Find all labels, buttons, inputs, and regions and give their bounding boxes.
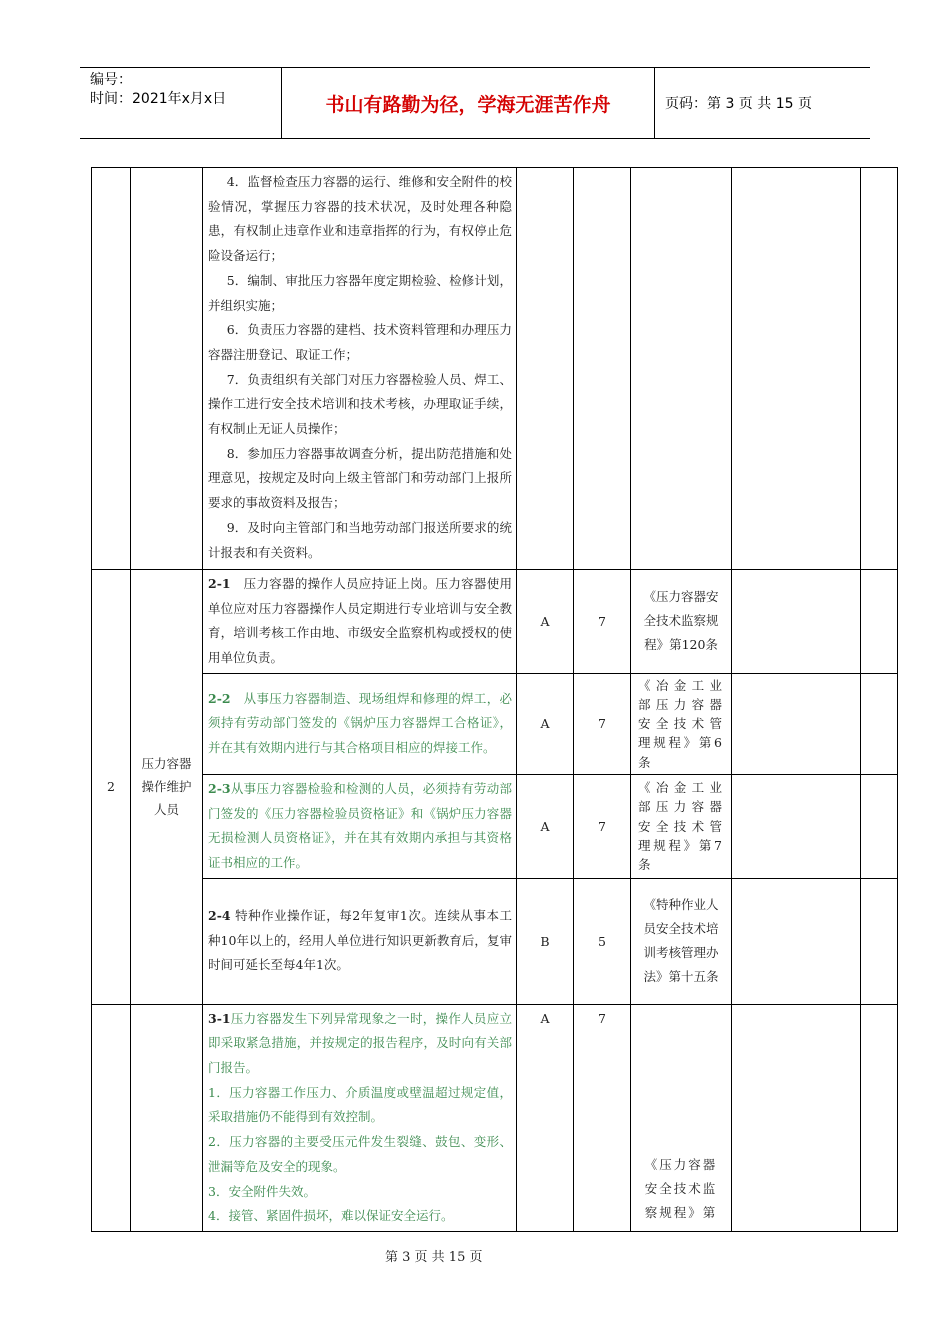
result-cell: [732, 878, 861, 1004]
score-cell: 7: [574, 774, 631, 878]
score-cell: 7: [574, 673, 631, 774]
remark-cell: [861, 774, 898, 878]
header-info-cell: [80, 68, 282, 138]
grade-cell: A: [517, 673, 574, 774]
header-motto: 书山有路勤为径，学海无涯苦作舟: [282, 68, 655, 138]
item-code: 2-4: [208, 908, 231, 924]
remark-cell: [861, 168, 898, 570]
result-cell: [732, 774, 861, 878]
duty-item: 4．监督检查压力容器的运行、维修和安全附件的校验情况，掌握压力容器的技术状况，及时处理各种隐患，有权制止违章作业和违章指挥的行为，有权停止危险设备运行；: [208, 174, 512, 264]
table-row: [92, 774, 898, 878]
list-item: 2．压力容器的主要受压元件发生裂缝、鼓包、变形、泄漏等危及安全的现象。: [208, 1134, 512, 1174]
remark-cell: [861, 673, 898, 774]
score-cell: 7: [574, 1004, 631, 1231]
result-cell: [732, 168, 861, 570]
grade-cell: A: [517, 774, 574, 878]
duty-item: 5．编制、审批压力容器年度定期检验、检修计划，并组织实施；: [208, 272, 512, 313]
item-text: 压力容器的操作人员应持证上岗。压力容器使用单位应对压力容器操作人员定期进行专业培训与安全教育，培训考核工作由地、市级安全监察机构或授权的使用单位负责。: [208, 576, 512, 666]
item-code: 3-1: [208, 1010, 231, 1026]
item-code: 2-3: [208, 780, 231, 796]
grade-cell: B: [517, 878, 574, 1004]
remark-cell: [861, 878, 898, 1004]
result-cell: [732, 570, 861, 674]
item-text: 特种作业操作证，每2年复审1次。连续从事本工种10年以上的，经用人单位进行知识更新教育后，复审时间可延长至每4年1次。: [208, 908, 512, 973]
list-item: 1．压力容器工作压力、介质温度或壁温超过规定值，采取措施仍不能得到有效控制。: [208, 1084, 512, 1125]
requirement-cell: [203, 570, 517, 674]
score-cell: [574, 168, 631, 570]
page-footer: 第 3 页 共 15 页: [385, 1250, 483, 1265]
safety-check-table: [91, 167, 898, 1232]
item-text: 压力容器发生下列异常现象之一时，操作人员应立即采取紧急措施，并按规定的报告程序，及时向有关部门报告。: [208, 1010, 512, 1076]
item-code: 2-2: [208, 690, 231, 706]
table-row: [92, 570, 898, 674]
duty-item: 7．负责组织有关部门对压力容器检验人员、焊工、操作工进行安全技术培训和技术考核，办理取证手续，有权制止无证人员操作；: [208, 371, 512, 437]
duty-item: 9．及时向主管部门和当地劳动部门报送所要求的统计报表和有关资料。: [208, 519, 512, 560]
reference-cell: 《压力容器安全技术监察规程》第120条: [631, 570, 732, 674]
number-label: 编号：: [90, 72, 132, 88]
table-row: [92, 878, 898, 1004]
requirement-cell: [203, 878, 517, 1004]
role-cell: 压力容器操作维护人员: [131, 570, 203, 1005]
requirement-cell: [203, 168, 517, 570]
requirement-intro: [208, 1007, 512, 1081]
duty-item: 6．负责压力容器的建档、技术资料管理和办理压力容器注册登记、取证工作；: [208, 322, 512, 362]
requirement-cell: [203, 1004, 517, 1231]
index-cell: 2: [92, 570, 131, 1005]
reference-cell: [631, 168, 732, 570]
score-cell: 5: [574, 878, 631, 1004]
score-cell: 7: [574, 570, 631, 674]
grade-cell: A: [517, 570, 574, 674]
reference-cell: 《冶金工业部压力容器安全技术管理规程》第6条: [631, 673, 732, 774]
item-text: 从事压力容器检验和检测的人员，必须持有劳动部门签发的《压力容器检验员资格证》和《锅炉压力容器无损检测人员资格证》，并在其有效期内承担与其资格证书相应的工作。: [208, 780, 512, 870]
role-cell: [131, 168, 203, 570]
reference-cell: 《特种作业人员安全技术培训考核管理办法》第十五条: [631, 878, 732, 1004]
item-code: 2-1: [208, 576, 231, 591]
requirement-cell: [203, 673, 517, 774]
reference-cell: 《冶金工业部压力容器安全技术管理规程》第7条: [631, 774, 732, 878]
table-row: [92, 1004, 898, 1231]
header-page-label: 页码：第 3 页 共 15 页: [665, 96, 812, 112]
duty-item: 8．参加压力容器事故调查分析，提出防范措施和处理意见，按规定及时向上级主管部门和劳动部门上报所要求的事故资料及报告；: [208, 445, 512, 511]
table-row: [92, 673, 898, 774]
reference-cell: 《压力容器安全技术监察规程》第: [631, 1004, 732, 1231]
index-cell: [92, 168, 131, 570]
page-header: [80, 67, 870, 139]
role-cell: [131, 1004, 203, 1231]
grade-cell: [517, 168, 574, 570]
result-cell: [732, 1004, 861, 1231]
table-row: [92, 168, 898, 570]
result-cell: [732, 673, 861, 774]
list-item: 4．接管、紧固件损坏，难以保证安全运行。: [208, 1208, 454, 1224]
list-item: 3．安全附件失效。: [208, 1183, 316, 1199]
item-text: 从事压力容器制造、现场组焊和修理的焊工，必须持有劳动部门签发的《锅炉压力容器焊工合格证》，并在其有效期内进行与其合格项目相应的焊接工作。: [208, 690, 512, 756]
remark-cell: [861, 1004, 898, 1231]
time-label: 时间：2021年x月x日: [90, 91, 227, 107]
grade-cell: A: [517, 1004, 574, 1231]
index-cell: [92, 1004, 131, 1231]
requirement-cell: [203, 774, 517, 878]
remark-cell: [861, 570, 898, 674]
